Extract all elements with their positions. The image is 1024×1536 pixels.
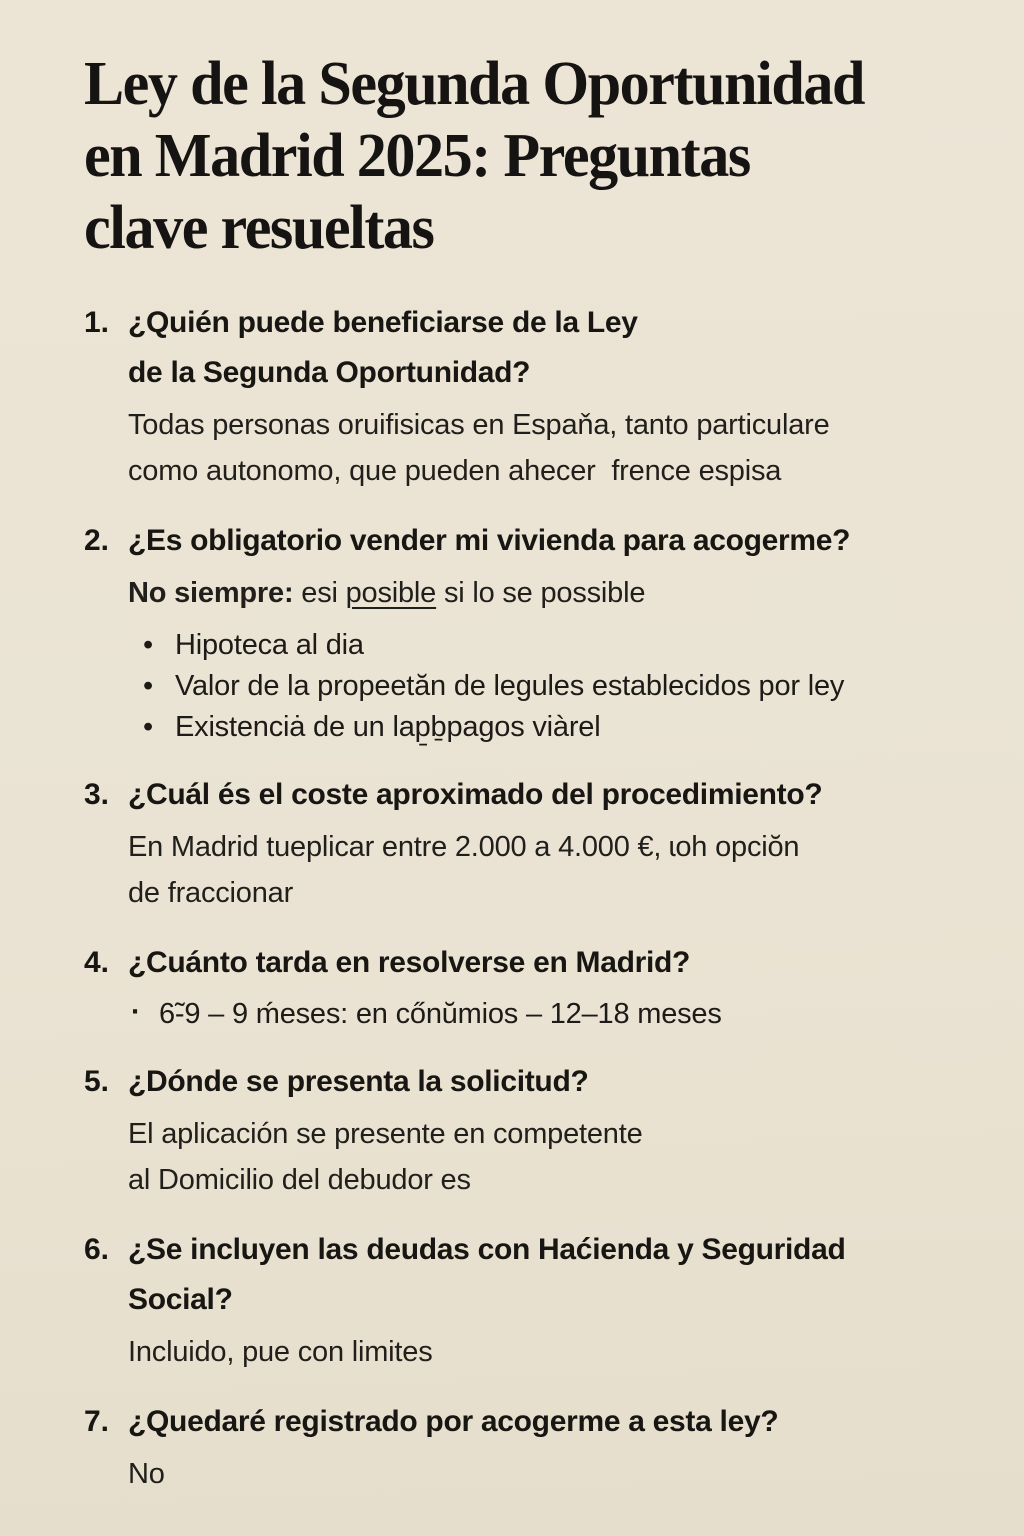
question-text: ¿Es obligatorio vender mi vivienda para acogerme? — [128, 524, 851, 557]
dot-bullet-list — [128, 994, 966, 1035]
item-content — [128, 938, 966, 1035]
bullet-item: • Hipoteca al dia — [128, 625, 966, 666]
item-content — [128, 1057, 966, 1203]
item-number: 7. — [84, 1405, 110, 1438]
faq-item-2 — [84, 516, 966, 748]
answer-block — [128, 824, 966, 916]
answer-bold-lead: No siempre: — [128, 577, 294, 609]
faq-item-4 — [84, 938, 966, 1035]
answer-block — [128, 1329, 966, 1375]
page-title-line: en Madrid 2025: Preguntas — [84, 122, 750, 190]
dot-bullet-item: · 6̃-9 – 9 ḿeses: en cőnŭmios – 12–18 meses — [128, 994, 966, 1035]
question-text: ¿Cuál és el coste aproximado del procedimiento? — [128, 778, 823, 811]
faq-item-7 — [84, 1397, 966, 1497]
item-number: 4. — [84, 946, 110, 979]
answer-text: Incluido, pue con limites — [128, 1336, 433, 1368]
faq-item-6 — [84, 1225, 966, 1375]
faq-item-3 — [84, 770, 966, 916]
bullet-item: • Existenciȧ de un lap̱ḇpagos viàrel — [128, 707, 966, 748]
item-content — [128, 298, 966, 494]
answer-block — [128, 1451, 966, 1497]
question-text: ¿Quién puede beneficiarse de la Ley — [128, 306, 638, 339]
answer-block — [128, 1111, 966, 1203]
question-text: Social? — [128, 1283, 233, 1316]
question-text: de la Segunda Oportunidad? — [128, 356, 531, 389]
item-content — [128, 770, 966, 916]
faq-item-5 — [84, 1057, 966, 1203]
page-title — [84, 48, 940, 264]
item-content — [128, 516, 966, 748]
answer-text: al Domicilio del debudor es — [128, 1164, 471, 1196]
item-number: 2. — [84, 524, 110, 557]
answer-text: de fraccionar — [128, 877, 294, 909]
answer-text: El aplicación se presente en competente — [128, 1118, 643, 1150]
question-text: ¿Cuánto tarda en resolverse en Madrid? — [128, 946, 691, 979]
answer-block — [128, 402, 966, 494]
answer-block — [128, 570, 966, 616]
bullet-item: • Valor de la propeetăn de legules establecidos por ley — [128, 666, 966, 707]
item-number: 6. — [84, 1233, 110, 1266]
bullet-list — [128, 625, 966, 748]
question-text: ¿Quedaré registrado por acogerme a esta ley? — [128, 1405, 779, 1438]
answer-text-segment: si lo se possible — [436, 577, 646, 609]
question-text: ¿Dónde se presenta la solicitud? — [128, 1065, 589, 1098]
answer-text: Todas personas oruifisicas en Espaňa, tanto particulare — [128, 409, 830, 441]
item-content — [128, 1225, 966, 1375]
answer-text: No — [128, 1458, 165, 1490]
item-number: 3. — [84, 778, 110, 811]
answer-text-segment: esi — [293, 577, 346, 609]
answer-text: En Madrid tueplicar entre 2.000 a 4.000 €, ɩoh opciŏn — [128, 831, 800, 863]
item-content — [128, 1397, 966, 1497]
answer-text: como autonomo, que pueden ahecer frence espisa — [128, 455, 782, 487]
answer-text — [128, 570, 966, 616]
item-number: 1. — [84, 306, 110, 339]
faq-item-1 — [84, 298, 966, 494]
page-title-line: clave resueltas — [84, 194, 434, 262]
question-text: ¿Se incluyen las deudas con Haćienda y Seguridad — [128, 1233, 846, 1266]
answer-underlined-word: posible — [345, 577, 437, 609]
item-number: 5. — [84, 1065, 110, 1098]
page-title-line: Ley de la Segunda Oportunidad — [84, 50, 864, 118]
